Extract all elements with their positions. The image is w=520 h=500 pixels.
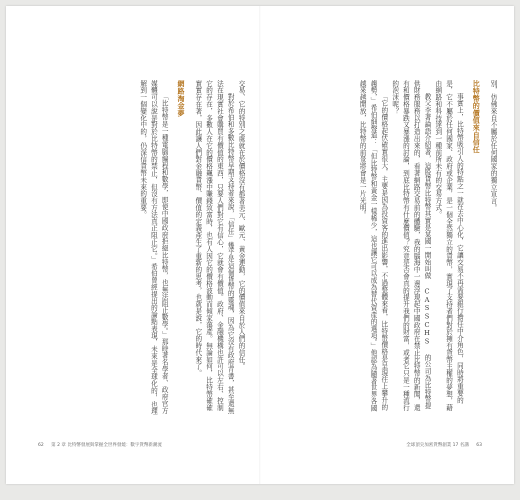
- section-heading: 網路淘金夢: [177, 80, 186, 117]
- paragraph: 別，仿佛來自不屬於任何國家的獨立宣言。: [489, 80, 497, 212]
- left-page-footer: [32, 442, 162, 448]
- paragraph: 「比特幣是一種電腦編程和數學，即便中國政府拒絕比特幣，也無法阻止數學。」那時著名學者、政府官方媒體可以說是對於比特幣的禁止，但沒有方法真正阻止它。」希伯曾經提出的論點表現，未來是全球化的，也理解到一個變化中的，仍深信貨幣未來的重要。: [138, 80, 169, 415]
- paragraph: 教父李著論語介紹著，這股貨幣比特幣其實是某國一開始叫做 CASSCHS 的公司為比特幣提供財務服務以打造出來的，看著網路交易前的體驗，我的腦海中一邊浮現起中國政府在禁止比特幣的新聞，還有和價格暴跌又暴漲的討論，到底比特幣有什麼價值？究竟是否會真的提升我們的財富，或者它只是一種流行的泡沫呢？: [390, 80, 432, 412]
- right-page: [260, 6, 514, 484]
- left-page: [6, 6, 260, 484]
- paragraph: 「它的價格起伏確實很大，主要是因為投資客的進出影響，不過整體來看，比特幣價格是呈現往上攀升的趨勢，」希伯細聲道：「但比特幣和黃金一樣稀少，這也讓它可以成為替代資產的選項。」他認為隨著世界各國越來越開放，比特幣的前景將會是一片光明。: [358, 80, 388, 412]
- right-page-body: [274, 80, 498, 416]
- chapter-label: 第 2 章: [51, 443, 66, 448]
- left-page-body: [26, 80, 246, 416]
- paragraph: 交易、它的特別之處就在於價格沒有都著美元、歐元、黃金連動，它的價值來自於人們的信任。: [237, 80, 245, 370]
- running-title: 比特幣發展與掌握全世界發燒：數字貨幣新潮流: [67, 443, 162, 448]
- section-heading: 比特幣的價值來自信任: [472, 80, 481, 153]
- page-number: 62: [38, 443, 44, 448]
- running-title: 全球頂尖加密貨幣創業 17 名講: [406, 443, 469, 448]
- right-page-footer: [406, 442, 488, 448]
- page-number: 63: [476, 443, 482, 448]
- paragraph: 對於希伯和多數比特幣早期支持者來說，「信任」幾乎是這個貨幣的靈魂，因為它沒有政府背書，甚至還無法在現實社會購買有價值的東西，只要人們對它有信心，它就會有價值。政府、金融機構也許可以左右、控制它的存在，多數人在它的價格飆漲中賺錢致富時，也有人因它的價格波動而傾家蕩產。無論如何，比特幣確確實實存在著，因此讓人們對金融貨幣、價值的定義產生了重新的思考，也就是說，它的時代來了。: [193, 80, 235, 415]
- book-spread: [6, 6, 514, 484]
- paragraph: 事實上，比特幣吸引人的特點之一就在去中心化，它讓交易不再需要銀行擔任中介角色，同時將重要的是，它不屬於任何國家、政府或企業，是一個全然獨立的貨幣，實現了支持者們對於擁有貨幣主權的夢想，藉由網路和科技達到一種前所未有的交易方式。: [433, 80, 464, 412]
